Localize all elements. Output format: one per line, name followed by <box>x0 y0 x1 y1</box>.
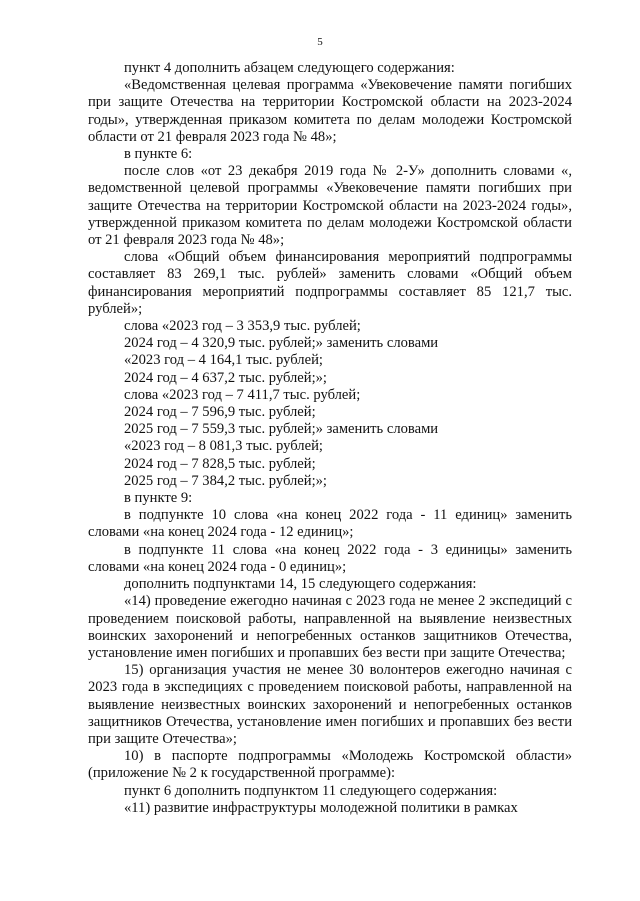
paragraph: 15) организация участия не менее 30 волонтеров ежегодно начиная с 2023 года в экспедициях с проведением поисковой работы, направленной на выявление неизвестных воинских захоронений и непогребенных останков защитников Отечества, установление имен погибших и пропавших без вести при защите Отечества»; <box>88 662 572 747</box>
paragraph: «11) развитие инфраструктуры молодежной политики в рамках <box>124 799 518 816</box>
paragraph: в подпункте 10 слова «на конец 2022 года - 11 единиц» заменить словами «на конец 2024 года - 12 единиц»; <box>88 507 572 541</box>
paragraph: «14) проведение ежегодно начиная с 2023 года не менее 2 экспедиций с проведением поисковой работы, направленной на выявление неизвестных воинских захоронений и непогребенных останков защитников Отечества, установление имен погибших и пропавших без вести при защите Отечества; <box>88 593 572 661</box>
paragraph: слова «2023 год – 3 353,9 тыс. рублей; <box>124 318 361 335</box>
paragraph: после слов «от 23 декабря 2019 года № 2-У» дополнить словами «, ведомственной целевой программы «Увековечение памяти погибших при защите Отечества на территории Костромской области на 2023-2024 годы», утвержденной приказом комитета по делам молодежи Костромской области от 21 февраля 2023 года № 48»; <box>88 163 572 249</box>
paragraph: «Ведомственная целевая программа «Увековечение памяти погибших при защите Отечества на территории Костромской области на 2023-2024 годы», утвержденная приказом комитета по делам молодежи Костромской области от 21 февраля 2023 года № 48»; <box>88 77 572 145</box>
page-number: 5 <box>317 36 323 48</box>
paragraph: 2025 год – 7 559,3 тыс. рублей;» заменить словами <box>124 421 439 438</box>
paragraph: «2023 год – 8 081,3 тыс. рублей; <box>124 438 323 455</box>
paragraph: в подпункте 11 слова «на конец 2022 года - 3 единицы» заменить словами «на конец 2024 года - 0 единиц»; <box>88 541 572 575</box>
paragraph: дополнить подпунктами 14, 15 следующего содержания: <box>124 576 477 593</box>
paragraph: пункт 6 дополнить подпунктом 11 следующего содержания: <box>124 782 498 799</box>
paragraph: 2024 год – 7 828,5 тыс. рублей; <box>124 455 316 472</box>
paragraph: слова «2023 год – 7 411,7 тыс. рублей; <box>124 386 361 403</box>
paragraph: 2024 год – 7 596,9 тыс. рублей; <box>124 404 316 421</box>
paragraph: 2024 год – 4 320,9 тыс. рублей;» заменить словами <box>124 335 439 352</box>
paragraph: в пункте 9: <box>124 490 193 507</box>
paragraph: 10) в паспорте подпрограммы «Молодежь Костромской области» (приложение № 2 к государственной программе): <box>88 748 572 782</box>
paragraph: 2025 год – 7 384,2 тыс. рублей;»; <box>124 472 327 489</box>
document-body <box>88 60 572 817</box>
paragraph: в пункте 6: <box>124 146 193 163</box>
paragraph: 2024 год – 4 637,2 тыс. рублей;»; <box>124 369 327 386</box>
paragraph: «2023 год – 4 164,1 тыс. рублей; <box>124 352 323 369</box>
paragraph: слова «Общий объем финансирования мероприятий подпрограммы составляет 83 269,1 тыс. рублей» заменить словами «Общий объем финансирования мероприятий подпрограммы составляет 85 121,7 тыс. рублей»; <box>88 249 572 317</box>
paragraph: пункт 4 дополнить абзацем следующего содержания: <box>124 60 455 76</box>
